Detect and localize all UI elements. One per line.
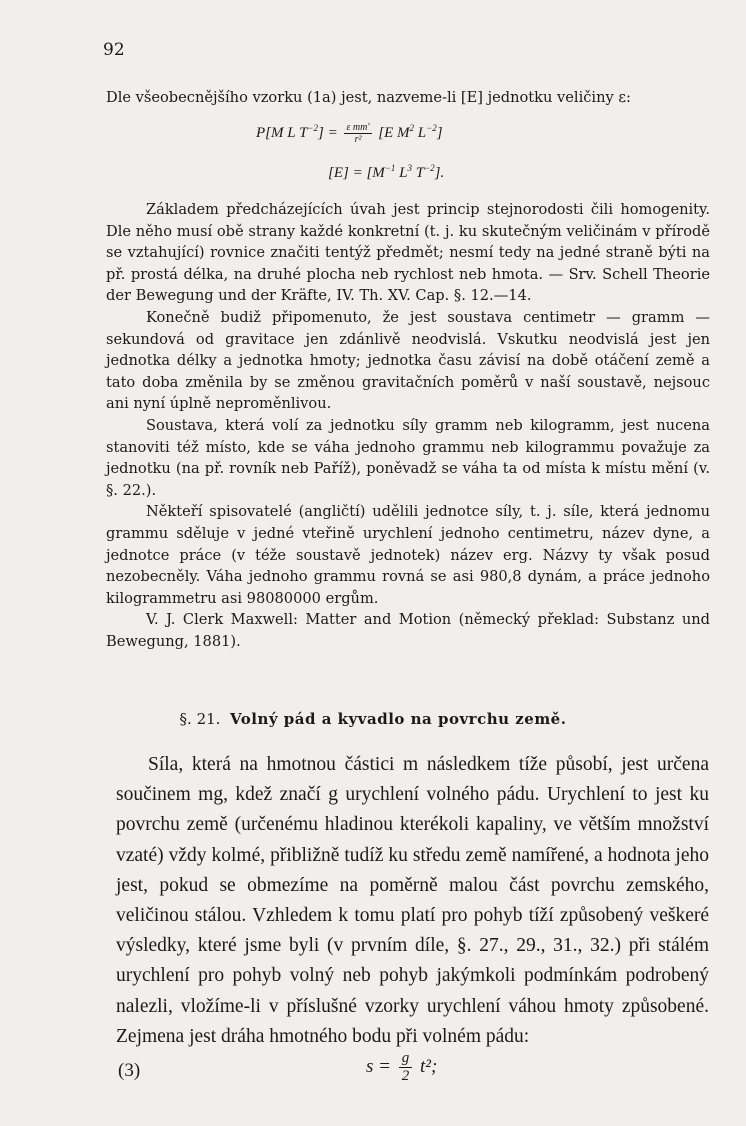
eq-exp: −1 [384,163,396,173]
section-number: §. 21. [179,710,221,728]
equation-dimension-2 [328,163,444,182]
eq-part: ] = [318,124,338,141]
fraction-denominator: r² [354,134,362,145]
eq-part: T [411,165,425,181]
eq-exp: −2 [424,163,435,173]
eq-part: L [395,165,408,181]
equation-dimension-1 [256,122,443,145]
paragraph-homogeneity: Základem předcházejících úvah jest princip stejnorodosti čili homogenity. Dle něho musí obě strany každé konkretní (t. j. ku skutečným veličinám v přírodě se vztahující) rovnice značiti tentýž předmět; nesmí tedy na jedné straně býti na př. prostá délka, na druhé plocha neb rychlost neb hmota. — Srv. Schell Theorie der Bewegung und der Kräfte, IV. Th. XV. Cap. §. 12.—14. [106,201,710,305]
eq-part: P[M L T [256,124,308,141]
intro-line [106,87,710,109]
section-title: Volný pád a kyvadlo na povrchu země. [230,710,567,728]
fraction-numerator: ε mm′ [346,122,370,133]
eq-exp: −2 [426,122,437,133]
eq-lhs: s = [366,1055,391,1077]
eq-exp: 3 [407,163,412,173]
main-text [116,750,709,1052]
paragraph-dyne-erg: Někteří spisovatelé (angličtí) udělili jednotce síly, t. j. síle, která jednomu grammu sděluje v jedné vteřině urychlení jednoho centimetru, název dyne, a jednotce práce (v téže soustavě jednotek) název erg. Názvy ty však posud nezobecněly. Váha jednoho grammu rovná se asi 980,8 dynám, a práce jednoho kilogrammetru asi 98080000 ergům. [106,503,710,607]
paragraph-cgs-system: Konečně budiž připomenuto, že jest soustava centimetr — gramm — sekundová od gravitace jen zdánlivě neodvislá. Vskutku neodvislá jest jen jednotka délky a jednotka hmoty; jednotka času závisí na době otáčení země a tato doba změnila by se změnou gravitačních poměrů v naší soustavě, nejsouc ani nyní úplně neproměnlivou. [106,308,710,413]
paragraph-free-fall: Síla, která na hmotnou částici m následkem tíže působí, jest určena součinem mg, kdež značí g urychlení volného pádu. Urychlení to jest ku povrchu země (určenému hladinou kterékoli kapaliny, ve větším množství vzaté) vždy kolmé, přibližně tudíž ku středu země namířené, a hodnota jeho jest, pokud se obmezíme na poměrně malou část povrchu zemského, veličinou stálou. Vzhledem k tomu platí pro pohyb tíží způsobený veškeré výsledky, které jsme byli (v prvním díle, §. 27., 29., 31., 32.) při stálém urychlení pro pohyb volný neb pohyb jakýmkoli podmínkám podrobený nalezli, vložíme-li v příslušné vzorky urychlení váhou hmoty způsobené. Zejmena jest dráha hmotného bodu při volném pádu: [116,754,709,1047]
equation-body [366,1050,437,1085]
eq-part: L [414,124,427,141]
eq-exp: 2 [409,122,415,133]
eq-part: ] [436,124,443,141]
fraction [344,122,371,145]
paragraph: Dle všeobecnějšího vzorku (1a) jest, nazveme-li [E] jednotku veličiny ε: [106,89,631,106]
eq-rhs: t²; [419,1055,438,1077]
eq-part: ]. [434,165,445,181]
fraction-numerator: g [399,1050,413,1068]
eq-part: [E M [378,124,410,141]
eq-exp: −2 [307,122,318,133]
eq-part: [E] = [M [328,165,385,181]
fraction [399,1050,413,1085]
equation-label: (3) [118,1060,141,1081]
paragraph-reference: V. J. Clerk Maxwell: Matter and Motion (německý překlad: Substanz und Bewegung, 1881). [106,611,710,650]
section-heading [0,710,746,728]
page-number: 92 [103,40,125,60]
small-print-body [106,199,710,652]
paragraph-force-unit: Soustava, která volí za jednotku síly gramm neb kilogramm, jest nucena stanoviti též místo, kde se váha jednoho grammu neb kilogrammu považuje za jednotku (na př. rovník neb Paříž), poněvadž se váha ta od místa k místu mění (v. §. 22.). [106,416,710,499]
fraction-denominator: 2 [401,1068,410,1084]
